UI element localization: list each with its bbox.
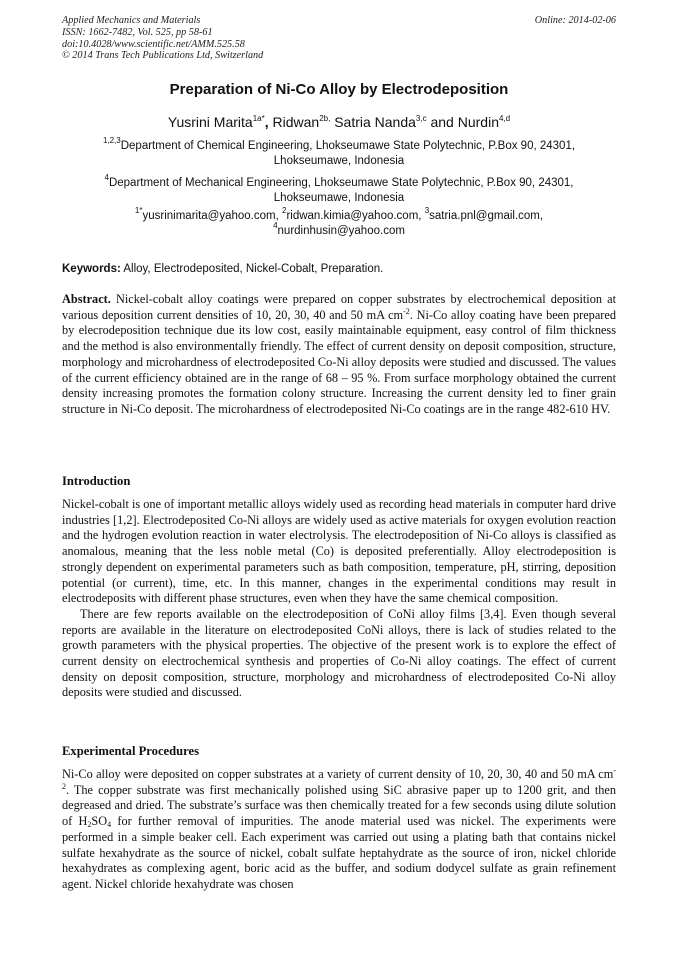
- doi-line: doi:10.4028/www.scientific.net/AMM.525.58: [62, 38, 245, 50]
- keywords-text: Alloy, Electrodeposited, Nickel-Cobalt, Preparation.: [123, 263, 384, 275]
- email-link[interactable]: nurdinhusin@yahoo.com: [277, 225, 405, 237]
- email-link[interactable]: yusrinimarita@yahoo.com,: [142, 210, 279, 222]
- section-heading-introduction: Introduction: [62, 474, 131, 488]
- author-sup: 3,c: [415, 114, 427, 123]
- author-name: Satria Nanda: [334, 114, 416, 130]
- journal-name: Applied Mechanics and Materials: [62, 15, 201, 26]
- author-name: Yusrini Marita: [167, 114, 253, 130]
- author-emails: $^{1*}$yusrinimarita@yahoo.com, $^2$ridwan.kimia@yahoo.com, $^3$satria.pnl@gmail.com, $^4$nurdinhusin@yahoo.com: [134, 206, 544, 237]
- paragraph: Nickel-cobalt is one of important metallic alloys widely used as recording head materials in computer hard drive industries [1,2]. Electrodeposited Co-Ni alloys are widely used as active materials for oxygen evolution reaction and the hydrogen evolution reaction in water electrolysis. The electrodeposition of Ni-Co alloys is classified as anomalous, meaning that the less noble metal (Co) is deposited preferentially. Alloy electrodeposition is strongly dependent on experimental parameters such as bath composition, temperature, pH, stirring, deposition potential (or current), time, etc. In this manner, changes in the experimental conditions may result in electrodeposits with different phase structures, even when they have the same chemical composition.: [62, 497, 616, 606]
- online-date: Online: 2014-02-06: [534, 15, 616, 26]
- email-link[interactable]: ridwan.kimia@yahoo.com,: [286, 210, 422, 222]
- abstract: Abstract. Nickel-cobalt alloy coatings were prepared on copper substrates by electrochemical deposition at various deposition current densities of 10, 20, 30, 40 and 50 mA $cm^{-2}$. Ni-Co alloy coating have been prepared by elecrodeposition technique due its low cost, easily maintainable equipment, easy control of film thickness and the method is also environmentally friendly. The effect of current density on deposit composition, structure, morphology and microhardness of electrodeposited Co-Ni alloy deposits were studied and discussed. The values of the current efficiency obtained are in the range of 68 – 95 %. From surface morphology obtained the current density increasing promotes the formation colony structure. Increasing the current density led to finer grain structure in Ni-Co deposit. The microhardness of electrodeposited Ni-Co coatings are in the range 482-610 HV.: [62, 292, 616, 416]
- abstract-label: Abstract.: [62, 292, 111, 306]
- introduction-body: [62, 497, 616, 701]
- author-sup: 4,d: [498, 114, 511, 123]
- author-name: Ridwan: [272, 114, 320, 130]
- author-list: Yusrini Marita$^{1a*}$, Ridwan$^{2b,}$ Satria Nanda$^{3,c}$ and Nurdin$^{4,d}$: [167, 114, 511, 130]
- affiliation-1: $^{1,2,3}$Department of Chemical Engineering, Lhokseumawe State Polytechnic, P.Box 90, 24301, Lhokseumawe, Indonesia: [102, 136, 576, 167]
- issn-line: ISSN: 1662-7482, Vol. 525, pp 58-61: [62, 26, 213, 38]
- affiliation-2: $^4$Department of Mechanical Engineering, Lhokseumawe State Polytechnic, P.Box 90, 24301, Lhokseumawe, Indonesia: [104, 173, 574, 204]
- author-name: Nurdin: [457, 114, 499, 130]
- author-and: and: [430, 114, 454, 130]
- author-sup: 2b,: [319, 114, 331, 123]
- author-sup: 1a*: [252, 114, 265, 123]
- journal-header: [62, 15, 616, 62]
- paragraph: There are few reports available on the electrodeposition of CoNi alloy films [3,4]. Even though several reports are available in the literature on electrodeposited CoNi alloys, there is lack of studies related to the growth parameters with the physical properties. The objective of the present work is to explore the effect of current density on electrochemical synthesis and properties of Co-Ni alloy coatings. The effect of current density on deposit composition, structure, morphology and microhardness of electrodeposited Co-Ni alloy deposits were studied and discussed.: [62, 606, 616, 700]
- section-heading-experimental: Experimental Procedures: [62, 744, 199, 758]
- keywords-label: Keywords:: [62, 263, 121, 275]
- email-link[interactable]: satria.pnl@gmail.com,: [429, 210, 544, 222]
- copyright-line: © 2014 Trans Tech Publications Ltd, Switzerland: [62, 50, 264, 62]
- experimental-body: Ni-Co alloy were deposited on copper substrates at a variety of current density of 10, 20, 30, 40 and 50 mA $cm^{-2}$. The copper substrate was first mechanically polished using SiC abrasive paper up to 1200 grit, and then degreased and dried. The substrate’s surface was then chemically treated for a few seconds using dilute solution of $H_2SO_4$ for further removal of impurities. The anode material used was nickel. The experiments were performed in a simple beaker cell. Each experiment was carried out using a plating bath that contains nickel sulfate hexahydrate as the source of nickel, cobalt sulfate heptahydrate as the source of iron, nickel chloride hexahydrates as complexing agent, boric acid as the buffer, and sodium dodycel sulfate as grain refinement agent. Nickel chloride hexahydrate was chosen: [62, 766, 617, 891]
- paper-title: Preparation of Ni-Co Alloy by Electrodeposition: [169, 81, 509, 98]
- keywords: [62, 262, 616, 277]
